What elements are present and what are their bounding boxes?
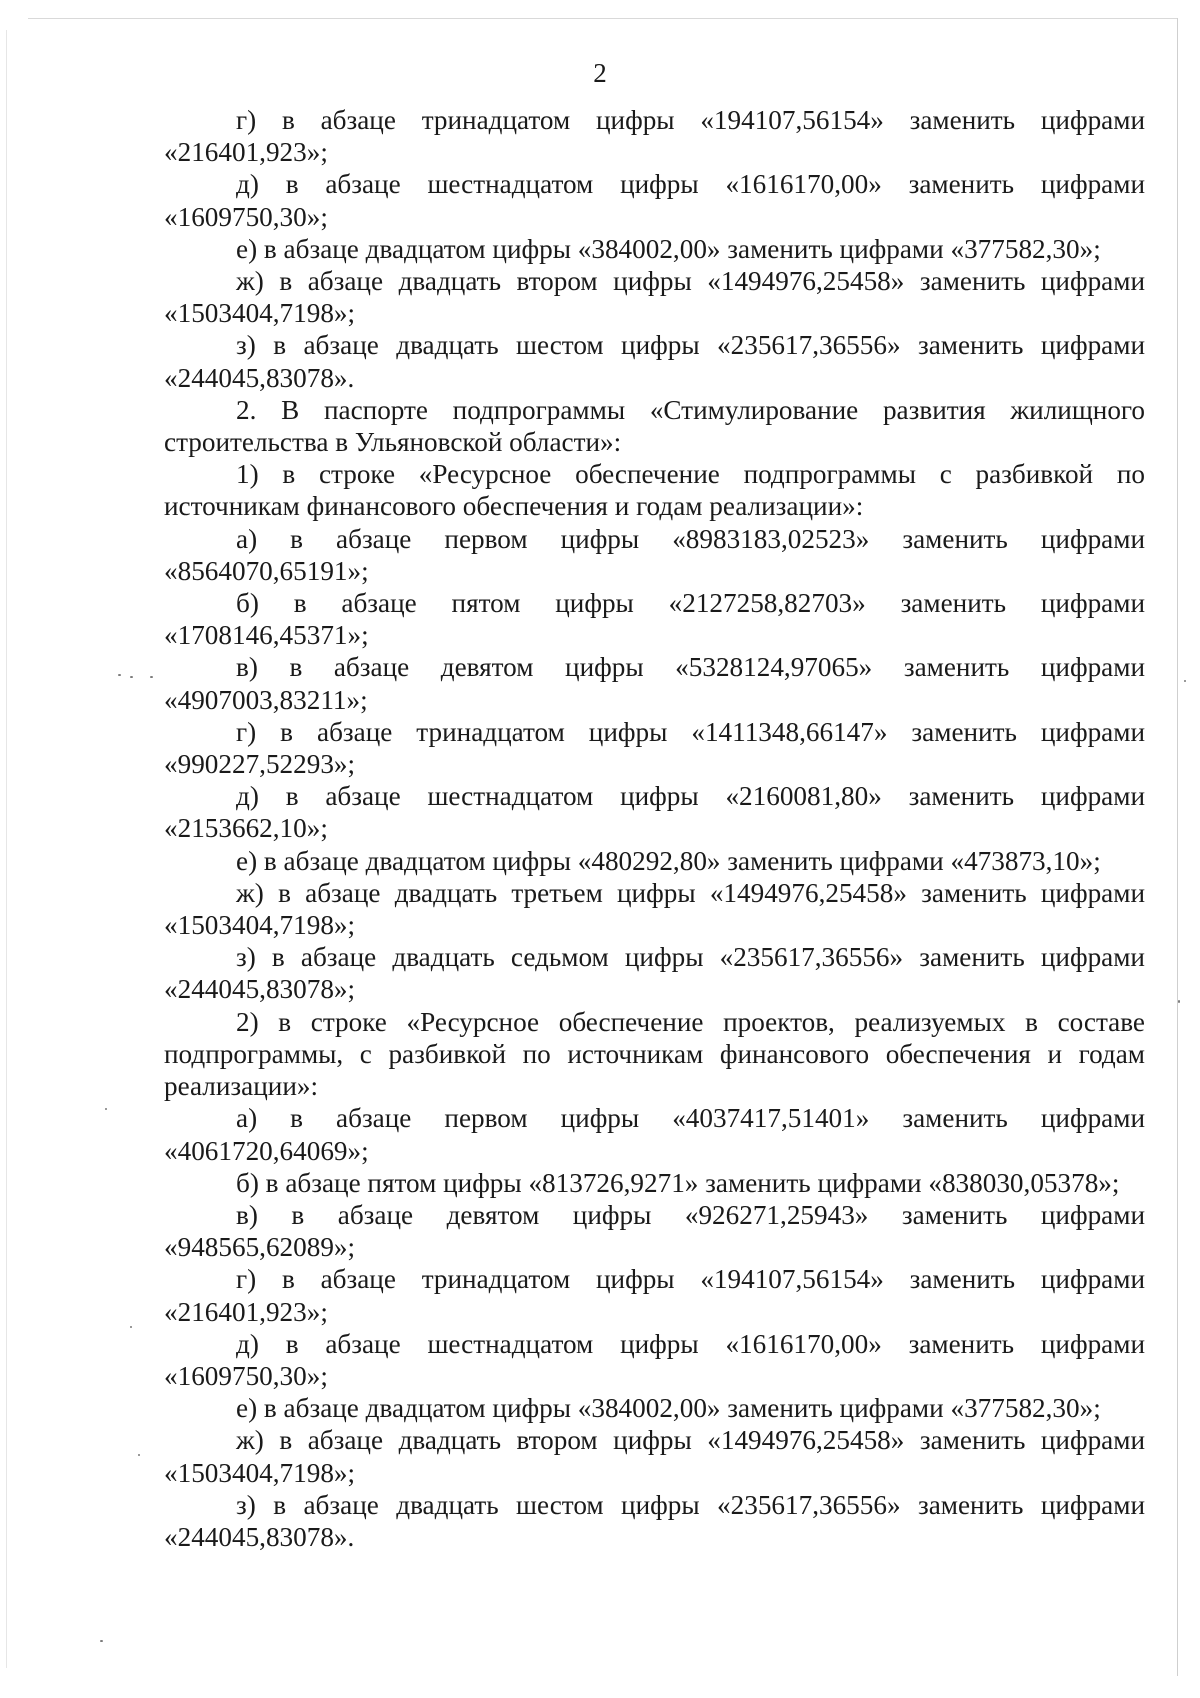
paragraph: г) в абзаце тринадцатом цифры «194107,56154» заменить цифрами «216401,923»; <box>164 1264 1145 1327</box>
paragraph: е) в абзаце двадцатом цифры «384002,00» заменить цифрами «377582,30»; <box>236 1393 1101 1424</box>
paragraph: в) в абзаце девятом цифры «926271,25943» заменить цифрами «948565,62089»; <box>164 1199 1145 1263</box>
scan-speck <box>1178 1000 1180 1003</box>
scan-speck <box>150 676 153 678</box>
page-number: 2 <box>593 58 607 88</box>
paragraph: б) в абзаце пятом цифры «2127258,82703» заменить цифрами «1708146,45371»; <box>164 588 1145 651</box>
scan-edge-left <box>6 30 7 1668</box>
scan-speck <box>138 1454 140 1456</box>
document-body <box>164 104 1145 1553</box>
scan-speck <box>130 676 133 678</box>
paragraph: д) в абзаце шестнадцатом цифры «1616170,00» заменить цифрами «1609750,30»; <box>164 169 1145 232</box>
scan-speck <box>118 674 121 676</box>
paragraph: з) в абзаце двадцать седьмом цифры «235617,36556» заменить цифрами «244045,83078»; <box>164 942 1145 1005</box>
paragraph: е) в абзаце двадцатом цифры «480292,80» заменить цифрами «473873,10»; <box>236 845 1101 876</box>
paragraph: ж) в абзаце двадцать третьем цифры «1494976,25458» заменить цифрами «1503404,7198»; <box>164 877 1145 941</box>
paragraph: з) в абзаце двадцать шестом цифры «235617,36556» заменить цифрами «244045,83078». <box>164 330 1145 393</box>
paragraph: ж) в абзаце двадцать втором цифры «1494976,25458» заменить цифрами «1503404,7198»; <box>164 266 1145 329</box>
paragraph: е) в абзаце двадцатом цифры «384002,00» заменить цифрами «377582,30»; <box>236 233 1101 264</box>
paragraph: г) в абзаце тринадцатом цифры «1411348,66147» заменить цифрами «990227,52293»; <box>164 716 1145 780</box>
paragraph: д) в абзаце шестнадцатом цифры «1616170,00» заменить цифрами «1609750,30»; <box>164 1328 1145 1391</box>
paragraph: 2. В паспорте подпрограммы «Стимулирование развития жилищного строительства в Ульяновской области»: <box>164 394 1145 458</box>
scan-speck <box>100 1640 103 1642</box>
scan-edge-right <box>1177 18 1178 1676</box>
paragraph: а) в абзаце первом цифры «8983183,02523» заменить цифрами «8564070,65191»; <box>164 523 1145 586</box>
paragraph: в) в абзаце девятом цифры «5328124,97065» заменить цифрами «4907003,83211»; <box>164 652 1145 715</box>
paragraph: 1) в строке «Ресурсное обеспечение подпрограммы с разбивкой по источникам финансового обеспечения и годам реализации»: <box>164 459 1145 522</box>
paragraph: ж) в абзаце двадцать втором цифры «1494976,25458» заменить цифрами «1503404,7198»; <box>164 1425 1145 1488</box>
paragraph: б) в абзаце пятом цифры «813726,9271» заменить цифрами «838030,05378»; <box>236 1167 1120 1198</box>
scan-edge-top <box>28 18 1178 19</box>
scan-speck <box>130 1326 132 1328</box>
paragraph: г) в абзаце тринадцатом цифры «194107,56154» заменить цифрами «216401,923»; <box>164 105 1145 168</box>
scan-speck <box>105 1108 107 1110</box>
paragraph: д) в абзаце шестнадцатом цифры «2160081,80» заменить цифрами «2153662,10»; <box>164 781 1145 844</box>
paragraph: з) в абзаце двадцать шестом цифры «235617,36556» заменить цифрами «244045,83078». <box>164 1489 1145 1552</box>
paragraph: 2) в строке «Ресурсное обеспечение проектов, реализуемых в составе подпрограммы, с разбивкой по источникам финансового обеспечения и годам реализации»: <box>164 1006 1145 1102</box>
scan-speck <box>1184 680 1186 682</box>
paragraph: а) в абзаце первом цифры «4037417,51401» заменить цифрами «4061720,64069»; <box>164 1103 1145 1166</box>
